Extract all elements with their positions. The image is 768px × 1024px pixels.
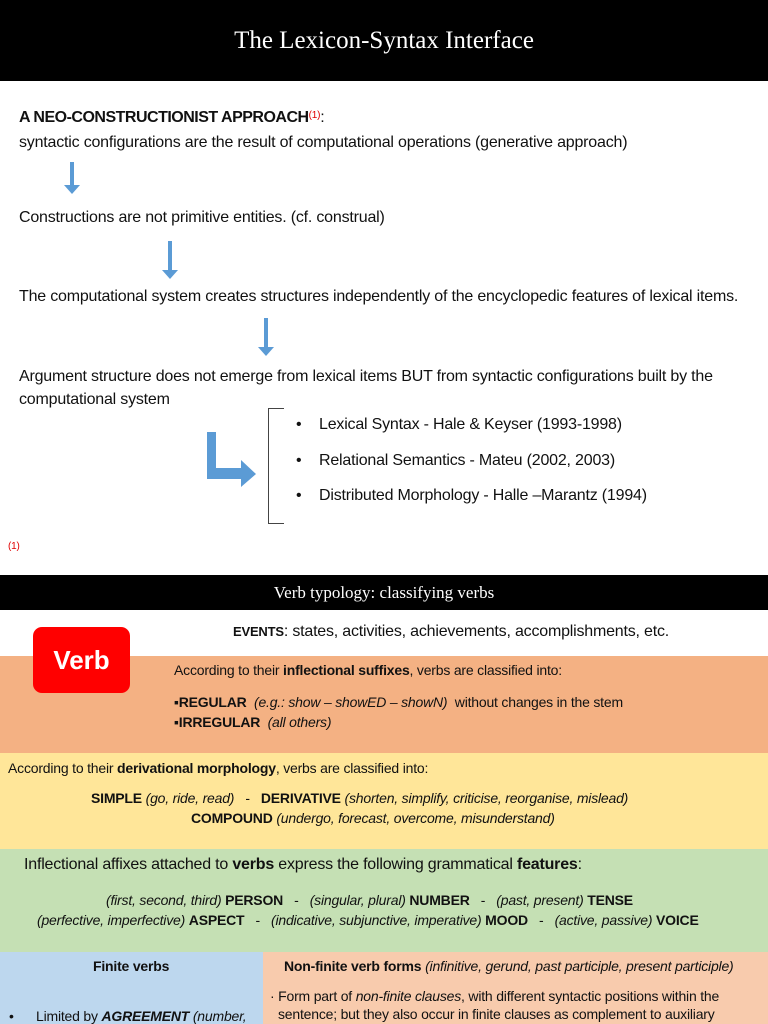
dash: - xyxy=(480,892,486,908)
verb-badge: Verb xyxy=(33,627,130,693)
aspect-label: ASPECT xyxy=(188,912,245,928)
events-line xyxy=(233,623,669,641)
finite-title: Finite verbs xyxy=(93,958,170,974)
theory-item: Distributed Morphology - Halle –Marantz (1994) xyxy=(319,487,647,504)
bracket xyxy=(268,408,284,524)
theory-bullet: • xyxy=(296,452,302,469)
nonfinite-line-1 xyxy=(270,988,719,1004)
approach-line-4a: Argument structure does not emerge from lexical items BUT from syntactic configurations built by the xyxy=(19,368,713,385)
dash: - xyxy=(255,912,260,928)
person-opts: (first, second, third) xyxy=(106,892,222,908)
footnote: (1) xyxy=(8,541,20,552)
approach-line-3: The computational system creates structures independently of the encyclopedic features of lexical items. xyxy=(19,288,739,305)
nonfinite-title-line xyxy=(284,958,734,974)
irregular-line xyxy=(174,714,331,730)
tense-label: TENSE xyxy=(587,892,633,908)
features-pre: Inflectional affixes attached to xyxy=(24,856,233,873)
compound-label: COMPOUND xyxy=(191,810,273,826)
simple-examples: (go, ride, read) xyxy=(145,790,235,806)
theory-bullet: • xyxy=(296,416,302,433)
features-colon: : xyxy=(577,856,582,873)
theory-item: Lexical Syntax - Hale & Keyser (1993-1998) xyxy=(319,416,622,433)
inflectional-pre: According to their xyxy=(174,662,284,678)
nonfinite-line-2: sentence; but they also occur in finite clauses as complement to auxiliary xyxy=(278,1006,715,1022)
mood-label: MOOD xyxy=(485,912,528,928)
regular-note: without changes in the stem xyxy=(454,694,623,710)
inflectional-intro xyxy=(174,662,562,678)
finite-item-post: (number, xyxy=(189,1008,247,1024)
nonfinite-title: Non-finite verb forms xyxy=(284,958,422,974)
finite-item-pre: Limited by xyxy=(36,1008,102,1024)
derivative-examples: (shorten, simplify, criticise, reorganise, mislead) xyxy=(344,790,629,806)
regular-line xyxy=(174,694,623,710)
number-label: NUMBER xyxy=(409,892,470,908)
inflectional-bold: inflectional suffixes xyxy=(283,662,410,678)
derivational-intro xyxy=(8,760,428,776)
finite-bullet: • xyxy=(9,1008,14,1024)
nonfinite-line1-pre: · Form part of xyxy=(270,988,356,1004)
dash: - xyxy=(294,892,299,908)
nonfinite-title-note: (infinitive, gerund, past participle, present participle) xyxy=(425,958,734,974)
approach-line-1: syntactic configurations are the result of computational operations (generative approach) xyxy=(19,134,628,151)
approach-line-2: Constructions are not primitive entities. (cf. construal) xyxy=(19,209,385,226)
derivational-pre: According to their xyxy=(8,760,118,776)
dash: - xyxy=(245,790,250,806)
features-word: features xyxy=(516,856,578,873)
events-text: : states, activities, achievements, accomplishments, etc. xyxy=(283,623,670,640)
theory-item: Relational Semantics - Mateu (2002, 2003) xyxy=(319,452,615,469)
corner-arrow-icon xyxy=(205,432,257,487)
page-title: The Lexicon-Syntax Interface xyxy=(0,0,768,81)
regular-example: (e.g.: show – showED – showN) xyxy=(253,694,448,710)
derivational-bold: derivational morphology xyxy=(117,760,276,776)
derivative-label: DERIVATIVE xyxy=(260,790,341,806)
finite-item-bold: AGREEMENT xyxy=(101,1008,190,1024)
person-label: PERSON xyxy=(225,892,284,908)
approach-heading-line xyxy=(19,109,324,127)
footnote-mark: (1) xyxy=(308,110,321,121)
events-label: EVENTS xyxy=(233,624,284,639)
irregular-label: ▪IRREGULAR xyxy=(174,714,261,730)
mood-opts: (indicative, subjunctive, imperative) xyxy=(271,912,482,928)
irregular-note: (all others) xyxy=(267,714,332,730)
theory-bullet: • xyxy=(296,487,302,504)
number-opts: (singular, plural) xyxy=(309,892,406,908)
features-verbs: verbs xyxy=(232,856,275,873)
simple-label: SIMPLE xyxy=(91,790,142,806)
section-title: Verb typology: classifying verbs xyxy=(0,575,768,610)
compound-line xyxy=(191,810,555,826)
tense-opts: (past, present) xyxy=(496,892,584,908)
aspect-opts: (perfective, imperfective) xyxy=(37,912,186,928)
approach-colon: : xyxy=(320,109,325,126)
approach-line-4b: computational system xyxy=(19,391,170,408)
derivational-post: , verbs are classified into: xyxy=(275,760,429,776)
features-intro xyxy=(24,856,582,874)
compound-examples: (undergo, forecast, overcome, misunderstand) xyxy=(276,810,555,826)
nonfinite-line1-italic: non-finite clauses xyxy=(355,988,462,1004)
finite-item xyxy=(36,1008,247,1024)
simple-derivative-line xyxy=(91,790,628,806)
inflectional-post: , verbs are classified into: xyxy=(409,662,562,678)
approach-heading: A NEO-CONSTRUCTIONIST APPROACH xyxy=(19,109,309,126)
nonfinite-line1-post: , with different syntactic positions within the xyxy=(461,988,720,1004)
features-row-1 xyxy=(106,892,633,908)
dash: - xyxy=(539,912,544,928)
features-mid: express the following grammatical xyxy=(274,856,517,873)
features-row-2 xyxy=(37,912,699,928)
regular-label: ▪REGULAR xyxy=(174,694,247,710)
voice-label: VOICE xyxy=(656,912,699,928)
voice-opts: (active, passive) xyxy=(554,912,653,928)
